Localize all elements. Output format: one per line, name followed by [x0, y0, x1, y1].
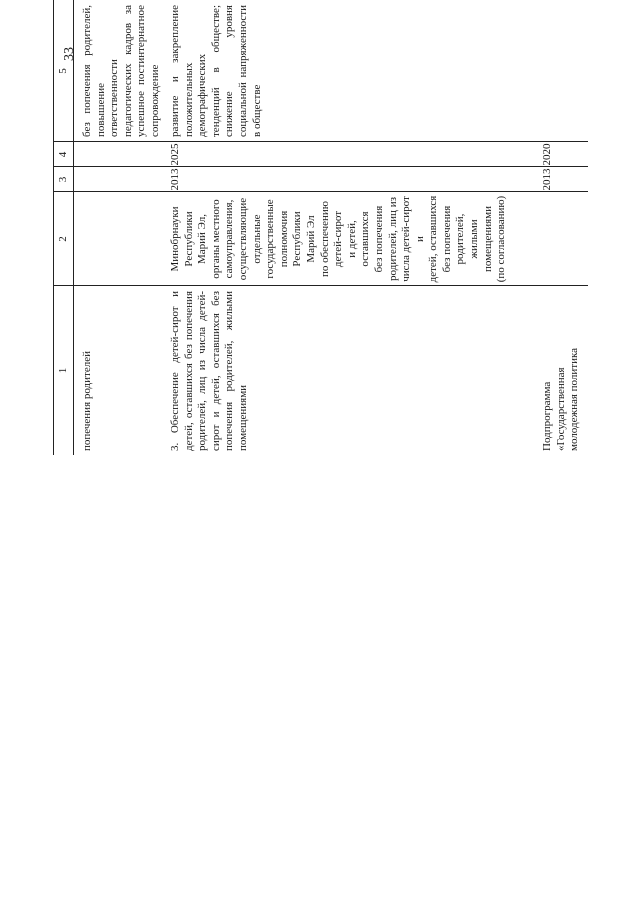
executor-line: Марий Эл,	[196, 213, 209, 265]
executor-line: (по согласованию)	[495, 195, 508, 283]
row2-end-year: 2020	[541, 143, 553, 166]
column-header: 5	[57, 68, 69, 74]
executor-line: Республики	[182, 211, 195, 267]
executor-line: отдельные	[250, 214, 263, 264]
col-divider	[53, 166, 588, 167]
row1-executors	[169, 193, 509, 285]
column-header: 2	[57, 236, 69, 242]
executor-line: Марий Эл	[304, 215, 317, 263]
executor-line: осуществляющие	[236, 197, 249, 281]
executor-line: Минобрнауки	[169, 206, 181, 272]
column-header: 4	[57, 151, 69, 158]
executor-line: государственные	[264, 199, 277, 279]
row1-measure-name: 3. Обеспечение детей-сирот и детей, оставшихся без попечения родителей, лиц из числа детей-сирот и детей, оставшихся без попечения родителей, жилыми помещениями	[169, 291, 249, 451]
executor-line: числа детей-сирот и	[400, 196, 426, 282]
executor-line: и детей, оставшихся	[345, 211, 372, 267]
executor-line: родителей, жилыми	[454, 213, 481, 265]
executor-line: Республики	[291, 211, 304, 267]
row2-subprogram-name	[541, 291, 582, 451]
executor-line: без попечения	[440, 205, 453, 273]
executor-line: родителей, лиц из	[386, 197, 399, 281]
page-number: 33	[62, 47, 77, 61]
executor-line: самоуправления,	[223, 199, 236, 279]
col-divider	[53, 141, 588, 142]
row0-measure-name: попечения родителей	[81, 351, 93, 451]
executor-line: по обеспечению	[318, 200, 331, 278]
row1-end-year: 2025	[169, 143, 181, 166]
executor-line: полномочия	[277, 210, 290, 268]
col-divider	[53, 285, 588, 286]
row0-expected-result: без попечения родителей, повышение ответственности педагогических кадров за успешное постинтернатное сопровождение	[81, 5, 161, 137]
subprogram-name-line: Подпрограмма	[541, 381, 553, 451]
col-divider	[53, 191, 588, 192]
row1-start-year: 2013	[169, 168, 181, 191]
row1-expected-result: развитие и закрепление положительных демографических тенденций в обществе; снижение уровня социальной напряженности в обществе	[169, 5, 263, 137]
header-bottom-border	[73, 0, 74, 455]
executor-line: детей, оставшихся	[427, 195, 440, 283]
budget-table	[53, 0, 588, 455]
subprogram-name-line: «Государственная	[554, 367, 567, 451]
executor-line: детей-сирот	[332, 210, 345, 268]
column-header: 3	[57, 176, 69, 183]
subprogram-name-line: молодежная политика	[568, 347, 581, 451]
column-header: 1	[57, 367, 69, 374]
executor-line: помещениями	[481, 205, 494, 273]
executor-line: органы местного	[209, 199, 222, 279]
row2-start-year: 2013	[541, 168, 553, 191]
executor-line: без попечения	[372, 205, 385, 273]
